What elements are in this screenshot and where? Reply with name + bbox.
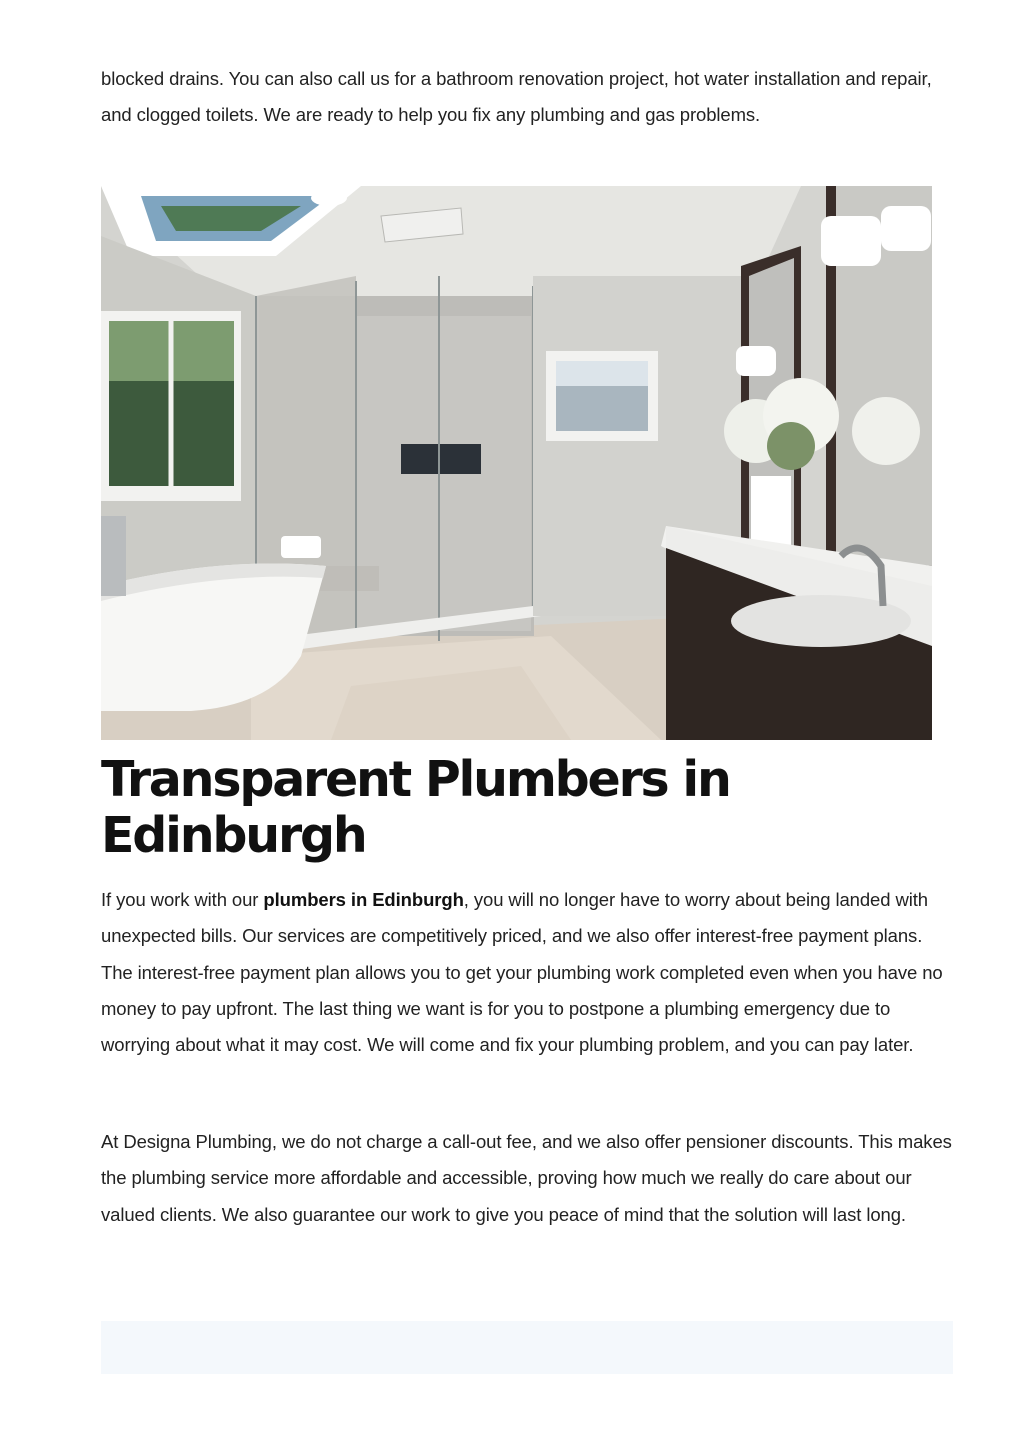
bathroom-image: [101, 186, 932, 740]
paragraph-text-after: , you will no longer have to worry about being landed with unexpected bills. Our services are competitively priced, and we also offer interest-free payment plans. The interest-free payment plan allows you to get your plumbing work completed even when you have no money to pay upfront. The last thing we want is for you to postpone a plumbing emergency due to worrying about what it may cost. We will come and fix your plumbing problem, and you can pay later.: [101, 889, 943, 1056]
section-title: Transparent Plumbers in Edinburgh: [101, 751, 730, 864]
paragraph-callout-fee: At Designa Plumbing, we do not charge a call-out fee, and we also offer pensioner discounts. This makes the plumbing service more affordable and accessible, proving how much we really do care about our valued clients. We also guarantee our work to give you peace of mind that the solution will last long.: [101, 1131, 952, 1225]
plumbers-edinburgh-keyword: plumbers in Edinburgh: [263, 889, 464, 910]
paragraph-text-before: If you work with our: [101, 889, 264, 910]
paragraph-interest-free: [101, 882, 953, 1063]
next-section-box: [101, 1321, 953, 1374]
intro-paragraph: blocked drains. You can also call us for a bathroom renovation project, hot water installation and repair, and clogged toilets. We are ready to help you fix any plumbing and gas problems.: [101, 68, 932, 126]
